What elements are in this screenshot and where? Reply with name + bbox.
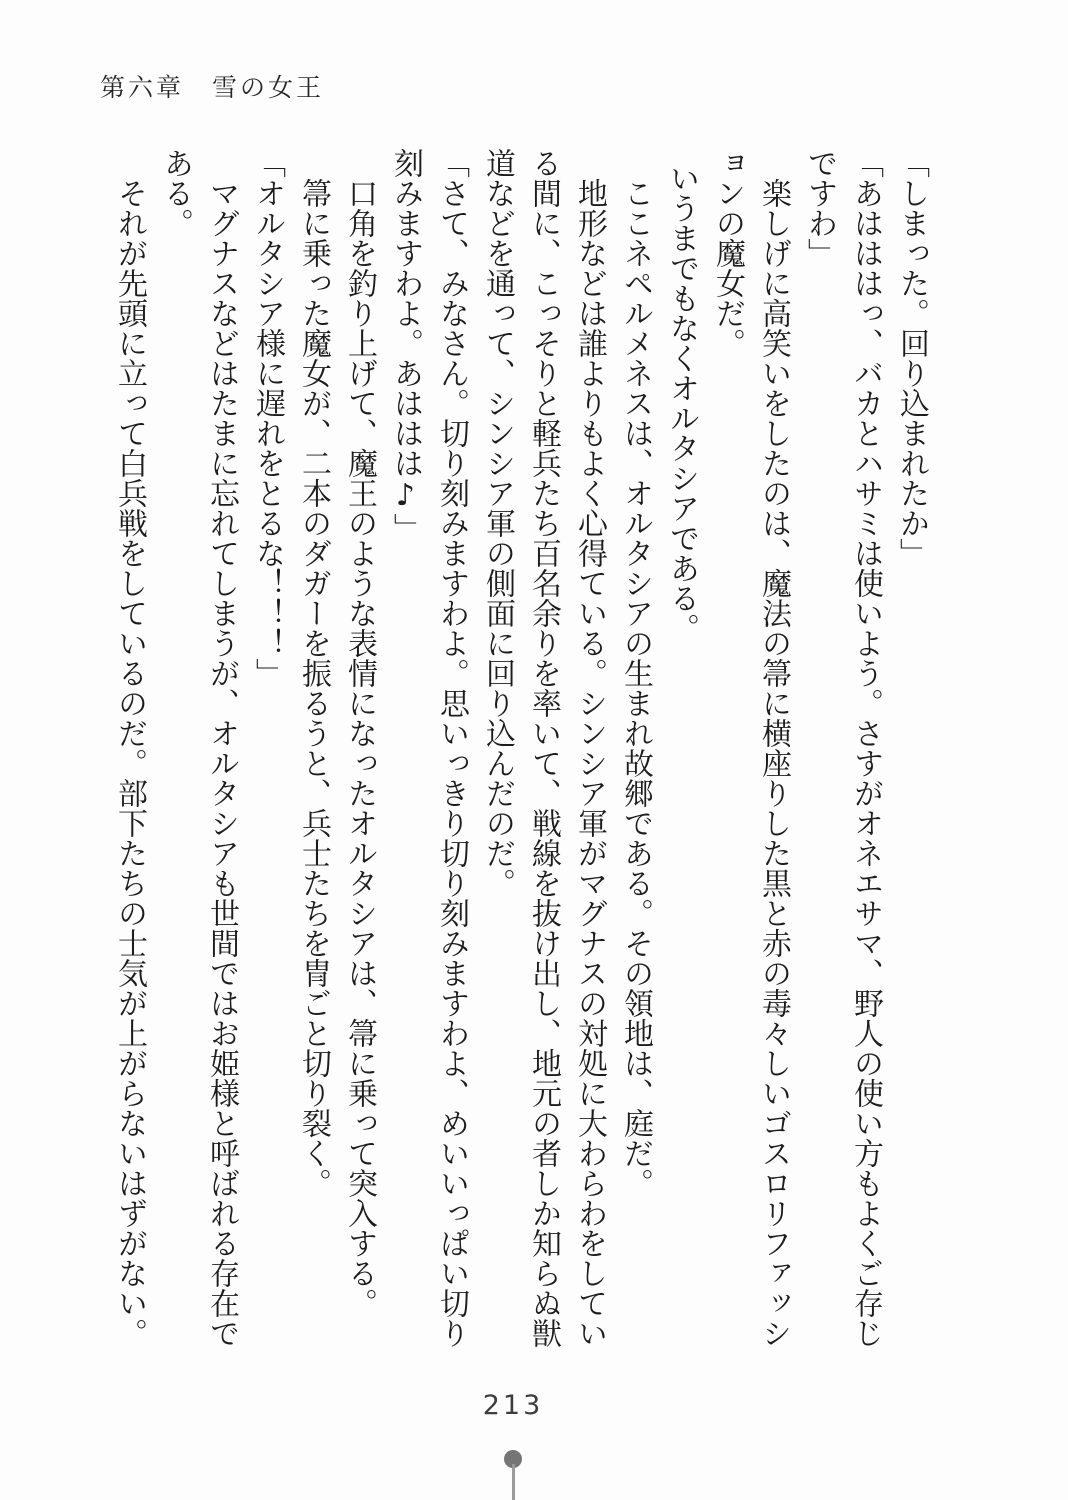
text-line: ここネペルメネスは、オルタシアの生まれ故郷である。その領地は、庭だ。 [618, 178, 653, 1198]
text-line: 刻みますわよ。あははは♪」 [388, 148, 423, 543]
text-line: 「オルタシア様に遅れをとるな！！！」 [250, 148, 285, 688]
text-line: 地形などは誰よりもよく心得ている。シンシア軍がマグナスの対処に大わらわをしてい [572, 178, 607, 1348]
text-line: 道などを通って、シンシア軍の側面に回り込んだのだ。 [480, 148, 515, 898]
text-line: 「あはははっ、バカとハサミは使いよう。さすがオネエサマ、野人の使い方もよくご存じ [848, 148, 883, 1348]
text-line: 「しまった。回り込まれたか」 [894, 148, 929, 568]
text-line: マグナスなどはたまに忘れてしまうが、オルタシアも世間ではお姫様と呼ばれる存在で [204, 178, 239, 1348]
page-number: 213 [482, 1390, 544, 1421]
text-line: それが先頭に立って白兵戦をしているのだ。部下たちの士気が上がらないはずがない。 [112, 178, 147, 1348]
text-line: 箒に乗った魔女が、二本のダガーを振るうと、兵士たちを冑ごと切り裂く。 [296, 178, 331, 1198]
text-line: 楽しげに高笑いをしたのは、魔法の箒に横座りした黒と赤の毒々しいゴスロリファッシ [756, 178, 791, 1348]
page-marker-line [512, 1464, 515, 1500]
text-line: る間に、こっそりと軽兵たち百名余りを率いて、戦線を抜け出し、地元の者しか知らぬ獣 [526, 148, 561, 1348]
chapter-header: 第六章 雪の女王 [100, 73, 325, 102]
text-line: 「さて、みなさん。切り刻みますわよ。思いっきり切り刻みますわよ、めいいっぱい切り [434, 148, 469, 1348]
text-line: ですわ」 [802, 148, 837, 268]
vertical-text-block [106, 148, 934, 1390]
text-line: ョンの魔女だ。 [710, 148, 745, 358]
text-line: ある。 [158, 148, 193, 238]
text-line: 口角を釣り上げて、魔王のような表情になったオルタシアは、箒に乗って突入する。 [342, 178, 377, 1318]
text-line: いうまでもなくオルタシアである。 [664, 163, 699, 643]
